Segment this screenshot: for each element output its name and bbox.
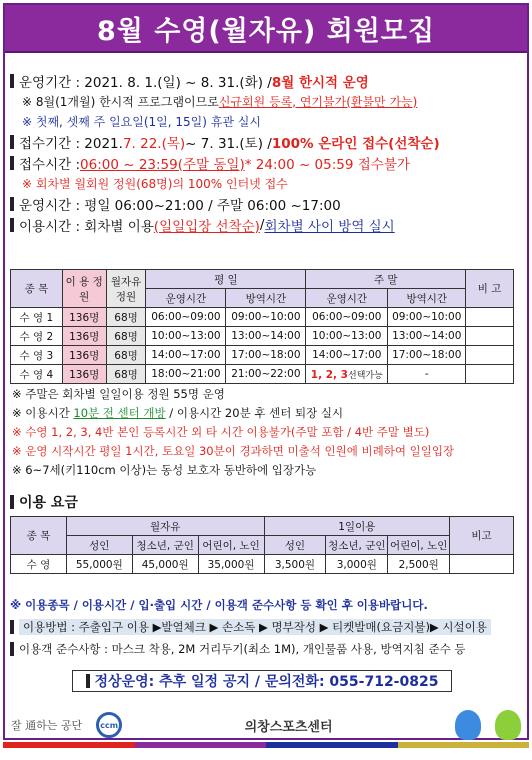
note-closure: ※ 첫째, 셋째 주 일요일(1일, 15일) 휴관 실시 (22, 114, 261, 129)
usage-notes (12, 386, 516, 481)
fee-th-daily: 1일이용 (264, 517, 450, 536)
fee-th-remarks: 비고 (450, 517, 514, 555)
fee-th-item: 종 목 (11, 517, 67, 555)
bullet-bar (10, 135, 14, 149)
registration-time: 접수시간 : 06:00 ~ 23:59(주말 동일) * 24:00 ~ 05:59 접수불가 (10, 152, 514, 173)
th-capacity: 이 용 정 원 (62, 270, 106, 308)
stripe-segment (3, 742, 135, 748)
bottom-notes (10, 594, 514, 660)
th-remarks: 비 고 (466, 270, 514, 308)
schedule-table (10, 269, 514, 384)
note-weekend: ※ 주말은 회차별 일일이용 정원 55명 운영 (12, 387, 225, 401)
info-section (10, 70, 514, 235)
bullet-bar (10, 156, 14, 170)
table-row: 수 영 4 136명 68명 18:00~21:00 21:00~22:00 1, 2, 3선택가능 - (11, 365, 514, 384)
th-weekday-dis: 방역시간 (226, 289, 306, 308)
th-weekday-op: 운영시간 (146, 289, 226, 308)
bullet-bar (86, 674, 90, 688)
ccm-icon: ccm (96, 712, 122, 738)
fee-table: 종 목 월자유 1일이용 비고 성인 청소년, 군인 어린이, 노인 성인 청소년, 군인 어린이, 노인 수 영 55,000원 45,000원 35,000원 3,500원 3,000원 2,500원 (10, 516, 514, 574)
fee-th-monthly: 월자유 (66, 517, 264, 536)
operation-time: 운영시간 : 평일 06:00~21:00 / 주말 06:00 ~17:00 (10, 193, 514, 214)
table-row: 수 영 2 136명 68명 10:00~13:00 13:00~14:00 10:00~13:00 13:00~14:00 (11, 327, 514, 346)
table-row: 수 영 3 136명 68명 14:00~17:00 17:00~18:00 14:00~17:00 17:00~18:00 (11, 346, 514, 365)
slogan: 잘 通하는 공단 (11, 719, 83, 732)
note-walkin: ※ 운영 시작시간 평일 1시간, 토요일 30분이 경과하면 미출석 인원에 비례하여 일일입장 (12, 444, 455, 458)
user-rules: 이용객 준수사항 : 마스크 착용, 2M 거리두기(최소 1M), 개인물품 사용, 방역지침 준수 등 (10, 638, 514, 660)
stripe-segment (398, 742, 530, 748)
bullet-bar (10, 218, 14, 232)
th-weekend: 주 말 (306, 270, 466, 289)
fee-heading: 이용 요금 (10, 492, 78, 512)
page-title: 8월 수영(월자유) 회원모집 (96, 15, 436, 47)
usage-time: 이용시간 : 회차별 이용 (일일입장 선착순) / 회차별 사이 방역 실시 (10, 214, 514, 235)
bullet-bar (10, 642, 14, 656)
registration-period: 접수기간 : 2021. 7. 22.(목) ~ 7. 31.(토) / 100% 온라인 접수(선착순) (10, 131, 514, 152)
th-weekend-dis: 방역시간 (388, 289, 466, 308)
title-banner (5, 5, 527, 53)
note-internet: ※ 회차별 월회원 정원(68명)의 100% 인터넷 접수 (22, 176, 288, 191)
th-weekday: 평 일 (146, 270, 306, 289)
mascot-icon (455, 710, 481, 740)
th-item: 종 목 (11, 270, 63, 308)
center-logo: 의창스포츠센터 (244, 719, 333, 735)
notice-line: ※ 이용종목 / 이용시간 / 입·출입 시간 / 이용객 준수사항 등 확인 후 이용바랍니다. (10, 598, 428, 612)
bullet-bar (10, 495, 14, 509)
table-row: 수 영 1 136명 68명 06:00~09:00 09:00~10:00 06:00~09:00 09:00~10:00 (11, 308, 514, 327)
stripe-segment (135, 742, 267, 748)
operation-period: 운영기간 : 2021. 8. 1.(일) ~ 8. 31.(화) / 8월 한시적 운영 (10, 70, 514, 91)
note-children: ※ 6~7세(키110cm 이상)는 동성 보호자 동반하에 입장가능 (12, 463, 317, 477)
footer (3, 706, 529, 744)
note-restriction: ※ 수영 1, 2, 3, 4반 본인 등록시간 외 타 시간 이용불가(주말 포함 / 4반 주말 별도) (12, 425, 430, 439)
note-entry: ※ 이용시간 10분 전 센터 개방 / 이용시간 20분 후 센터 퇴장 실시 (12, 406, 344, 420)
th-weekend-op: 운영시간 (306, 289, 388, 308)
usage-method: 이용방법 : 주출입구 이용 ▶발열체크 ▶ 손소독 ▶ 명부작성 ▶ 티켓발매(요금지불)▶ 시설이용 (10, 616, 514, 638)
color-stripe (3, 742, 529, 748)
note-no-postpone: ※ 8월(1개월) 한시적 프로그램이므로 신규회원 등록, 연기불가(환불만 가능) (22, 94, 418, 109)
ccm-logo (96, 712, 122, 738)
bullet-bar (10, 197, 14, 211)
bullet-bar (10, 620, 14, 634)
table-row: 수 영 55,000원 45,000원 35,000원 3,500원 3,000원 2,500원 (11, 555, 514, 574)
stripe-segment (266, 742, 398, 748)
contact-box: 정상운영: 추후 일정 공지 / 문의전화: 055-712-0825 (72, 670, 452, 692)
th-monthly: 월자유 정원 (106, 270, 146, 308)
bullet-bar (10, 74, 14, 88)
mascot-icon (495, 710, 521, 740)
